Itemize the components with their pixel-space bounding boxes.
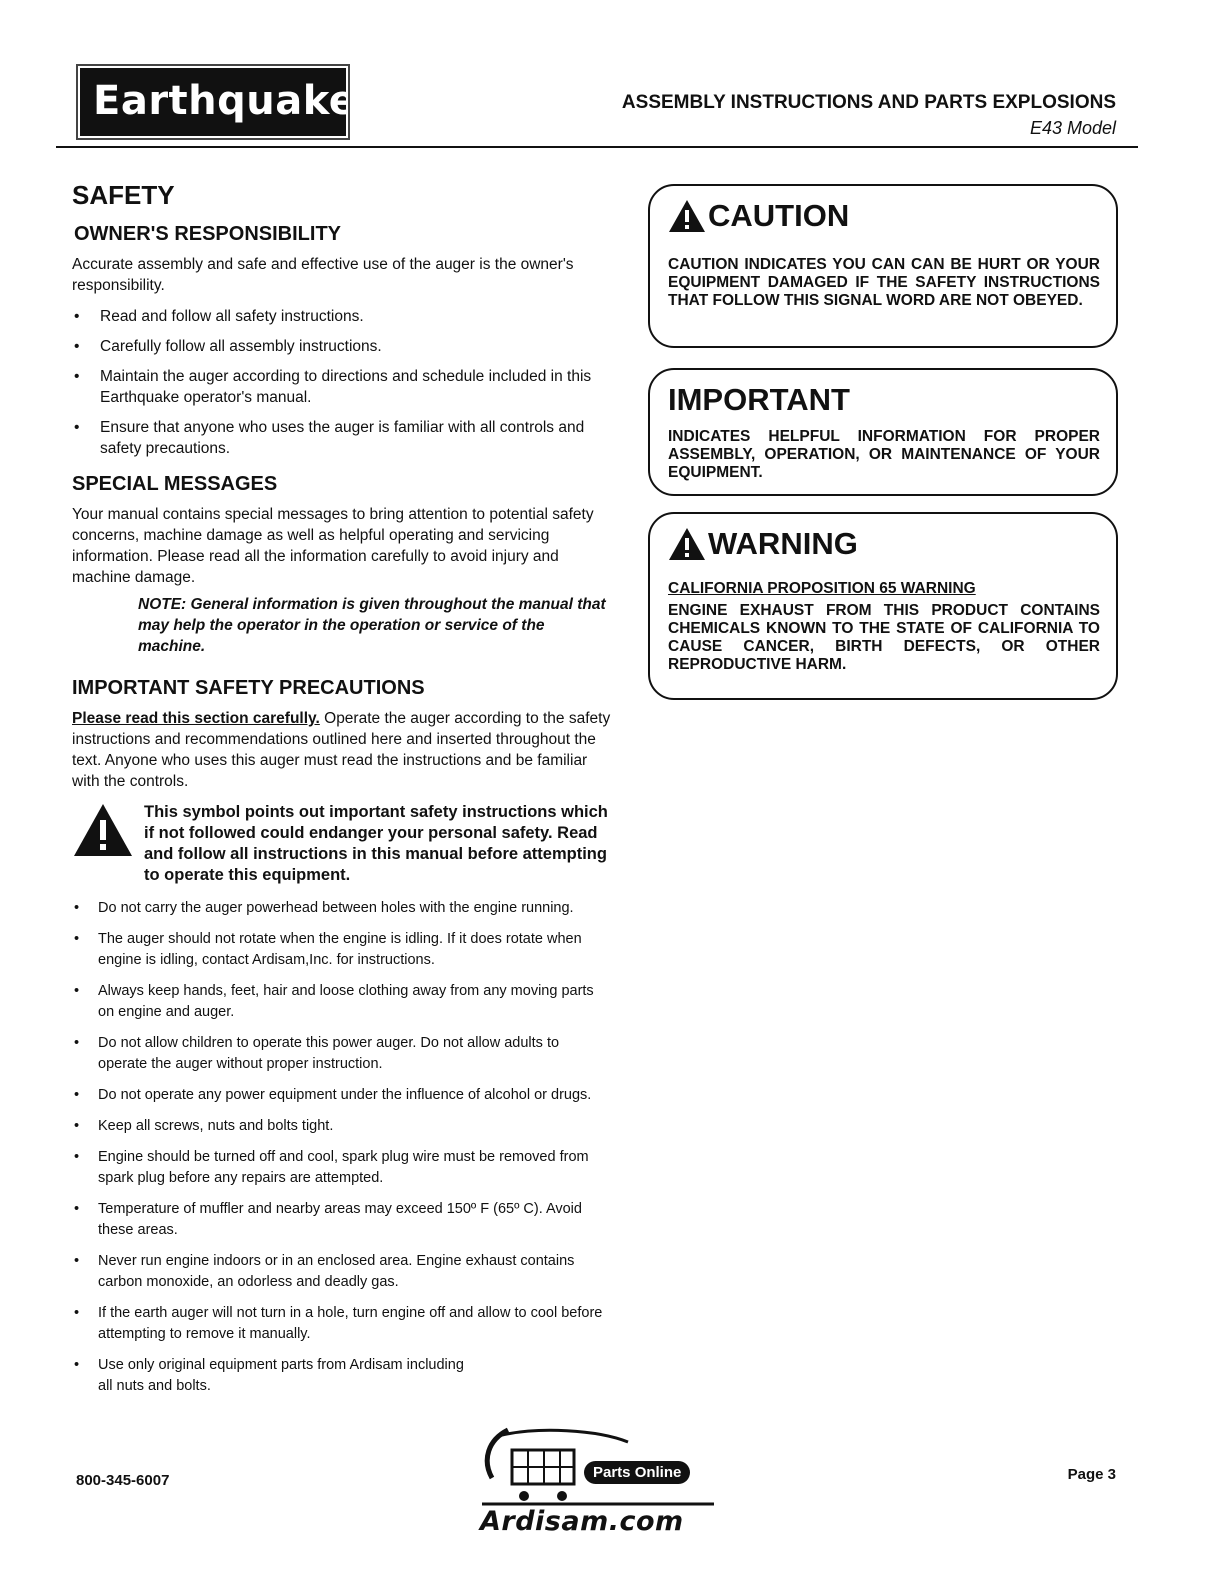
list-item: • Engine should be turned off and cool, spark plug wire must be removed from spark plug before any repairs are attempted. bbox=[72, 1147, 612, 1189]
warning-subtitle: CALIFORNIA PROPOSITION 65 WARNING bbox=[668, 580, 976, 597]
list-item: • Keep all screws, nuts and bolts tight. bbox=[72, 1116, 612, 1137]
list-item: • Temperature of muffler and nearby areas may exceed 150º F (65º C). Avoid these areas. bbox=[72, 1199, 612, 1241]
list-item: • Always keep hands, feet, hair and loose clothing away from any moving parts on engine and auger. bbox=[72, 981, 612, 1023]
owner-list bbox=[72, 306, 612, 459]
list-item: • Do not allow children to operate this power auger. Do not allow adults to operate the auger without proper instruction. bbox=[72, 1033, 612, 1075]
page-number: Page 3 bbox=[1067, 1466, 1116, 1483]
parts-online-badge: Parts Online bbox=[584, 1461, 690, 1484]
precautions-lead: Please read this section carefully. bbox=[72, 710, 320, 727]
caution-heading bbox=[668, 198, 1100, 234]
caution-text: CAUTION INDICATES YOU CAN CAN BE HURT OR YOUR EQUIPMENT DAMAGED IF THE SAFETY INSTRUCTIONS THAT FOLLOW THIS SIGNAL WORD ARE NOT OBEYED. bbox=[668, 256, 1100, 309]
document-title: ASSEMBLY INSTRUCTIONS AND PARTS EXPLOSIONS bbox=[621, 92, 1116, 113]
list-item: • Do not carry the auger powerhead between holes with the engine running. bbox=[72, 898, 612, 919]
warning-triangle-icon bbox=[668, 527, 706, 561]
phone-number: 800-345-6007 bbox=[76, 1472, 170, 1489]
caution-box bbox=[648, 184, 1118, 348]
owner-heading: OWNER'S RESPONSIBILITY bbox=[74, 223, 342, 245]
precautions-list bbox=[72, 898, 612, 1397]
caution-title: CAUTION bbox=[708, 198, 850, 233]
special-text: Your manual contains special messages to bring attention to potential safety concerns, machine damage as well as helpful operating and servicing information. Please read all the information carefully to avoid injury and machine damage. bbox=[72, 506, 594, 586]
list-item: • Use only original equipment parts from Ardisam including all nuts and bolts. bbox=[72, 1355, 478, 1397]
precautions-text bbox=[72, 708, 612, 792]
owner-intro: Accurate assembly and safe and effective use of the auger is the owner's responsibility. bbox=[72, 256, 574, 294]
warning-text: ENGINE EXHAUST FROM THIS PRODUCT CONTAINS CHEMICALS KNOWN TO THE STATE OF CALIFORNIA TO CAUSE CANCER, BIRTH DEFECTS, OR OTHER REPRODUCTIVE HARM. bbox=[668, 602, 1100, 673]
list-item: • Never run engine indoors or in an enclosed area. Engine exhaust contains carbon monoxide, an odorless and deadly gas. bbox=[72, 1251, 612, 1293]
list-item: • Do not operate any power equipment under the influence of alcohol or drugs. bbox=[72, 1085, 612, 1106]
caution-triangle-icon bbox=[668, 199, 706, 233]
warning-heading bbox=[668, 526, 1100, 562]
list-item: • The auger should not rotate when the engine is idling. If it does rotate when engine is idling, contact Ardisam,Inc. for instructions. bbox=[72, 929, 612, 971]
important-box bbox=[648, 368, 1118, 496]
header-rule bbox=[56, 146, 1138, 148]
earthquake-logo: Earthquake bbox=[80, 68, 346, 136]
warning-title: WARNING bbox=[708, 526, 858, 561]
special-heading: SPECIAL MESSAGES bbox=[72, 473, 278, 495]
website-label: Ardisam.com bbox=[480, 1506, 684, 1537]
important-title: IMPORTANT bbox=[668, 382, 850, 417]
safety-symbol-row bbox=[72, 802, 612, 886]
safety-section bbox=[72, 180, 612, 1407]
symbol-explanation: This symbol points out important safety instructions which if not followed could endanger your personal safety. Read and follow all instructions in this manual before attempting to operate this equipment. bbox=[144, 803, 608, 884]
list-item: • If the earth auger will not turn in a hole, turn engine off and allow to cool before attempting to remove it manually. bbox=[72, 1303, 612, 1345]
warning-triangle-icon bbox=[72, 802, 134, 858]
precautions-heading: IMPORTANT SAFETY PRECAUTIONS bbox=[72, 677, 425, 699]
model-label: E43 Model bbox=[1029, 118, 1116, 138]
warning-box bbox=[648, 512, 1118, 700]
list-item: • Read and follow all safety instructions. bbox=[72, 306, 612, 327]
safety-title: SAFETY bbox=[72, 180, 175, 210]
precautions-body: Operate the auger according to the safety instructions and recommendations outlined here and inserted throughout the text. Anyone who uses this auger must read the instructions and be familiar with the controls. bbox=[72, 710, 611, 790]
special-note: NOTE: General information is given throughout the manual that may help the operator in the operation or service of the machine. bbox=[138, 596, 606, 655]
list-item: • Ensure that anyone who uses the auger is familiar with all controls and safety precautions. bbox=[72, 417, 612, 459]
list-item: • Carefully follow all assembly instructions. bbox=[72, 336, 612, 357]
important-text: INDICATES HELPFUL INFORMATION FOR PROPER ASSEMBLY, OPERATION, OR MAINTENANCE OF YOUR EQUIPMENT. bbox=[668, 428, 1100, 481]
list-item: • Maintain the auger according to directions and schedule included in this Earthquake operator's manual. bbox=[72, 366, 612, 408]
